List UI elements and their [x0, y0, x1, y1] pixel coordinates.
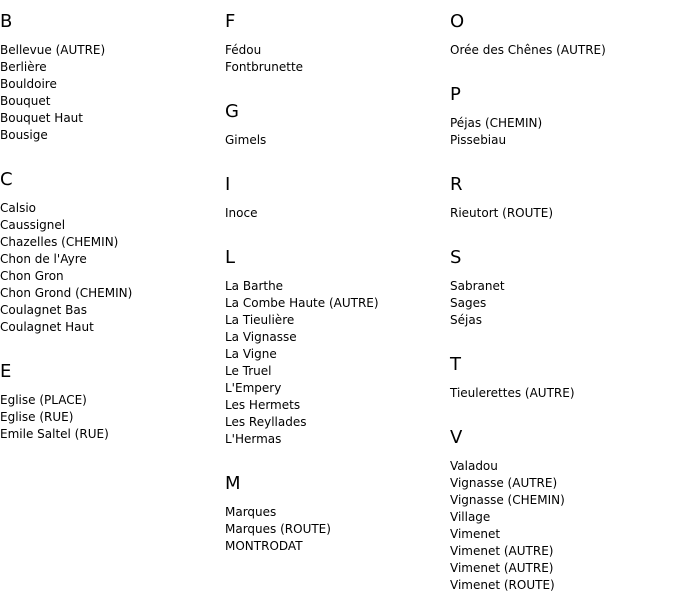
street-link[interactable]: Bousige — [0, 128, 48, 142]
letter-heading: R — [450, 174, 463, 195]
street-link[interactable]: La Vigne — [225, 347, 277, 361]
letter-heading: C — [0, 169, 13, 190]
street-link[interactable]: Berlière — [0, 60, 47, 74]
street-link[interactable]: La Barthe — [225, 279, 284, 293]
letter-group-m — [225, 462, 450, 569]
letter-group-i — [225, 163, 450, 236]
street-link[interactable]: Bouquet — [0, 94, 51, 108]
letter-heading: P — [450, 84, 461, 105]
letter-heading: B — [0, 11, 13, 32]
letter-group-e — [0, 350, 225, 457]
street-link[interactable]: Fontbrunette — [225, 60, 304, 74]
street-link[interactable]: L'Empery — [225, 381, 282, 395]
street-link[interactable]: Pissebiau — [450, 133, 507, 147]
column-3 — [450, 0, 675, 608]
street-link[interactable]: Caussignel — [0, 218, 66, 232]
letter-group-c — [0, 158, 225, 350]
street-link[interactable]: L'Hermas — [225, 432, 282, 446]
group-spacer — [0, 144, 225, 158]
letter-heading: S — [450, 247, 462, 268]
letter-group-p — [450, 73, 675, 163]
street-link[interactable]: Village — [450, 510, 491, 524]
letter-group-r — [450, 163, 675, 236]
group-spacer — [450, 329, 675, 343]
letter-heading: G — [225, 101, 239, 122]
street-link[interactable]: Orée des Chênes (AUTRE) — [450, 43, 606, 57]
group-spacer — [450, 402, 675, 416]
street-link[interactable]: Chon Gron — [0, 269, 64, 283]
street-link[interactable]: Marques (ROUTE) — [225, 522, 331, 536]
group-spacer — [450, 222, 675, 236]
group-spacer — [225, 149, 450, 163]
street-link[interactable]: MONTRODAT — [225, 539, 303, 553]
street-link[interactable]: Bellevue (AUTRE) — [0, 43, 106, 57]
street-link[interactable]: Marques — [225, 505, 277, 519]
group-spacer — [225, 448, 450, 462]
letter-group-b — [0, 0, 225, 158]
letter-heading: E — [0, 361, 12, 382]
column-1 — [0, 0, 225, 457]
street-link[interactable]: Séjas — [450, 313, 482, 327]
group-spacer — [225, 555, 450, 569]
street-link[interactable]: Vignasse (CHEMIN) — [450, 493, 565, 507]
letter-heading: M — [225, 473, 241, 494]
group-spacer — [225, 76, 450, 90]
street-link[interactable]: Péjas (CHEMIN) — [450, 116, 543, 130]
street-link[interactable]: Coulagnet Haut — [0, 320, 94, 334]
group-spacer — [0, 443, 225, 457]
group-spacer — [450, 594, 675, 608]
street-link[interactable]: Vimenet (AUTRE) — [450, 561, 554, 575]
street-link[interactable]: Rieutort (ROUTE) — [450, 206, 554, 220]
letter-heading: L — [225, 247, 236, 268]
street-link[interactable]: Calsio — [0, 201, 36, 215]
street-link[interactable]: Les Reyllades — [225, 415, 307, 429]
street-link[interactable]: Bouquet Haut — [0, 111, 83, 125]
letter-heading: O — [450, 11, 465, 32]
letter-group-g — [225, 90, 450, 163]
letter-heading: T — [450, 354, 461, 375]
street-link[interactable]: Coulagnet Bas — [0, 303, 87, 317]
street-link[interactable]: Vignasse (AUTRE) — [450, 476, 558, 490]
street-link[interactable]: Gimels — [225, 133, 267, 147]
street-link[interactable]: Chon Grond (CHEMIN) — [0, 286, 133, 300]
street-link[interactable]: Eglise (RUE) — [0, 410, 74, 424]
letter-group-t — [450, 343, 675, 416]
letter-group-s — [450, 236, 675, 343]
street-link[interactable]: Fédou — [225, 43, 262, 57]
letter-group-o — [450, 0, 675, 73]
street-link[interactable]: Chazelles (CHEMIN) — [0, 235, 119, 249]
street-link[interactable]: Valadou — [450, 459, 498, 473]
letter-heading: V — [450, 427, 463, 448]
street-link[interactable]: La Vignasse — [225, 330, 297, 344]
street-link[interactable]: Tieulerettes (AUTRE) — [450, 386, 575, 400]
street-link[interactable]: Emile Saltel (RUE) — [0, 427, 109, 441]
street-link[interactable]: Sages — [450, 296, 487, 310]
street-link[interactable]: Vimenet (ROUTE) — [450, 578, 555, 592]
group-spacer — [225, 222, 450, 236]
letter-heading: I — [225, 174, 231, 195]
street-link[interactable]: Vimenet (AUTRE) — [450, 544, 554, 558]
street-link[interactable]: Sabranet — [450, 279, 505, 293]
street-link[interactable]: Le Truel — [225, 364, 272, 378]
letter-group-f — [225, 0, 450, 90]
street-link[interactable]: La Tieulière — [225, 313, 295, 327]
street-link[interactable]: Bouldoire — [0, 77, 57, 91]
street-link[interactable]: La Combe Haute (AUTRE) — [225, 296, 379, 310]
street-link[interactable]: Vimenet — [450, 527, 501, 541]
group-spacer — [450, 59, 675, 73]
street-link[interactable]: Chon de l'Ayre — [0, 252, 87, 266]
letter-heading: F — [225, 11, 236, 32]
street-link[interactable]: Eglise (PLACE) — [0, 393, 87, 407]
letter-group-l — [225, 236, 450, 462]
letter-group-v — [450, 416, 675, 608]
street-link[interactable]: Les Hermets — [225, 398, 301, 412]
group-spacer — [0, 336, 225, 350]
group-spacer — [450, 149, 675, 163]
column-2 — [225, 0, 450, 569]
street-link[interactable]: Inoce — [225, 206, 258, 220]
